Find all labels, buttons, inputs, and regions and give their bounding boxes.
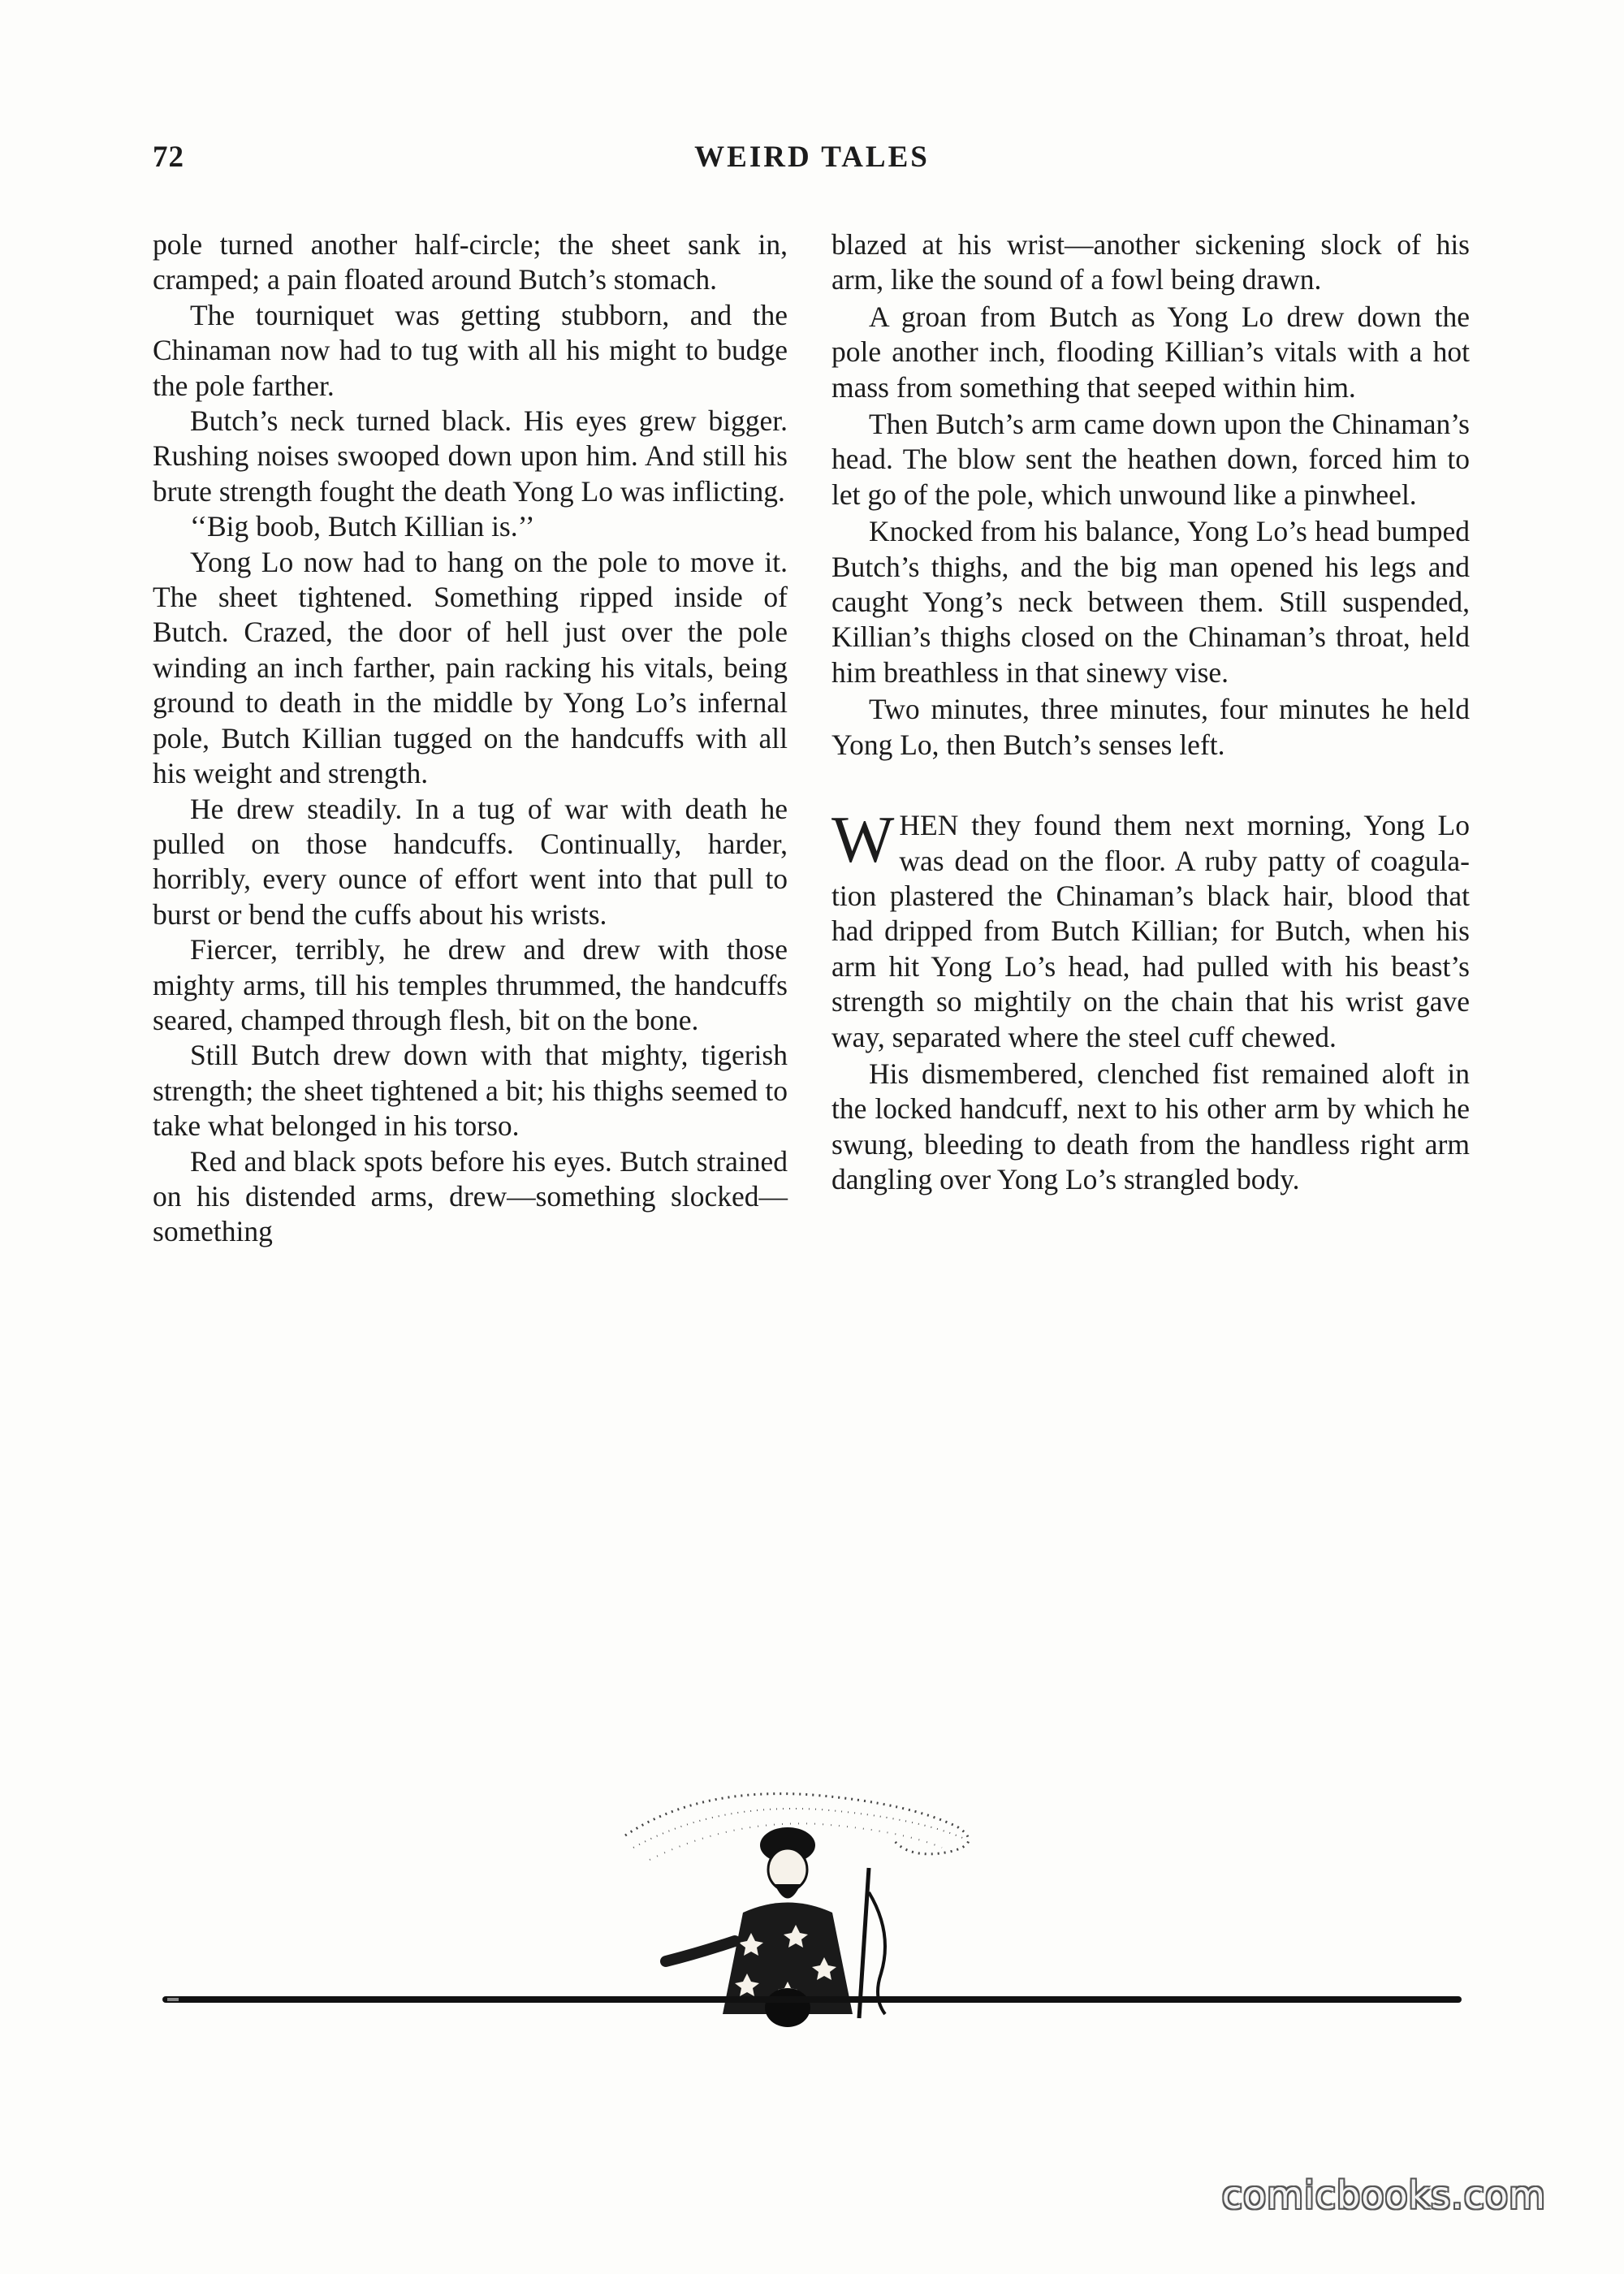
paragraph: The tourniquet was getting stubborn, and the Chinaman now had to tug with all his might to budge the pole farther. — [153, 298, 788, 402]
paragraph: Butch’s neck turned black. His eyes grew bigger. Rushing noises swooped down upon him. And still his brute strength fought the death Yong Lo was inflicting. — [153, 404, 788, 508]
paragraph: Yong Lo now had to hang on the pole to move it. The sheet tightened. Something ripped inside of Butch. Crazed, the door of hell just over the pole winding an inch farther, pain racking his vitals, being ground to death in the middle by Yong Lo’s infernal pole, Butch Killian tugged on the handcuffs with all his weight and strength. — [153, 545, 788, 790]
running-head: WEIRD TALES — [694, 141, 930, 174]
section-opening-paragraph — [831, 802, 1470, 1055]
watermark-text: comicbooks.com — [1221, 2173, 1546, 2217]
paragraph: He drew steadily. In a tug of war with death he pulled on those handcuffs. Continually, harder, horribly, every ounce of effort went into that pull to burst or bend the cuffs about his wrists. — [153, 792, 788, 931]
paragraph: Knocked from his balance, Yong Lo’s head bumped Butch’s thighs, and the big man opened his legs and caught Yong’s neck between them. Still suspended, Killian’s thighs closed on the Chinaman’s throat, held him breathless in that sinewy vise. — [831, 515, 1470, 689]
paragraph: A groan from Butch as Yong Lo drew down the pole another inch, flooding Killian’s vitals with a hot mass from something that seeped within him. — [831, 300, 1470, 404]
left-column — [153, 227, 788, 1250]
paragraph: Fiercer, terribly, he drew and drew with those mighty arms, till his temples thrummed, the handcuffs seared, champed through flesh, bit on the bone. — [153, 933, 788, 1036]
paragraph: Then Butch’s arm came down upon the Chinaman’s head. The blow sent the heathen down, forced him to let go of the pole, which unwound like a pinwheel. — [831, 408, 1470, 511]
paragraph: ‘‘Big boob, Butch Killian is.’’ — [190, 510, 535, 543]
paragraph: pole turned another half-circle; the sheet sank in, cramped; a pain floated around Butch’s stomach. — [153, 228, 788, 296]
page-header — [0, 140, 1624, 188]
page-number: 72 — [153, 141, 184, 174]
paragraph: His dismembered, clenched fist remained aloft in the locked handcuff, next to his other arm by which he swung, bleeding to death from the handless right arm dangling over Yong Lo’s strangled body. — [831, 1057, 1470, 1196]
paragraph: Two minutes, three minutes, four minutes he held Yong Lo, then Butch’s senses left. — [831, 693, 1470, 761]
drop-cap: W — [831, 802, 895, 877]
paragraph: Red and black spots before his eyes. Butch strained on his distended arms, drew—something slocked—something — [153, 1144, 788, 1248]
mystic-figure-illustration — [601, 1770, 1023, 2047]
section-opening-text: HEN they found them next morning, Yong Lo was dead on the floor. A ruby patty of coagulation plastered the Chinaman’s black hair, blood that had dripped from Butch Killian; for Butch, when his arm hit Yong Lo’s head, had pulled with his beast’s strength so mightily on the chain that his wrist gave way, separated where the steel cuff chewed. — [831, 809, 1470, 1053]
right-column — [831, 227, 1470, 1198]
paragraph: blazed at his wrist—another sickening slock of his arm, like the sound of a fowl being drawn. — [831, 228, 1470, 296]
paragraph: Still Butch drew down with that mighty, tigerish strength; the sheet tightened a bit; his thighs seemed to take what belonged in his torso. — [153, 1039, 788, 1143]
bottom-rule — [162, 1994, 1462, 2005]
